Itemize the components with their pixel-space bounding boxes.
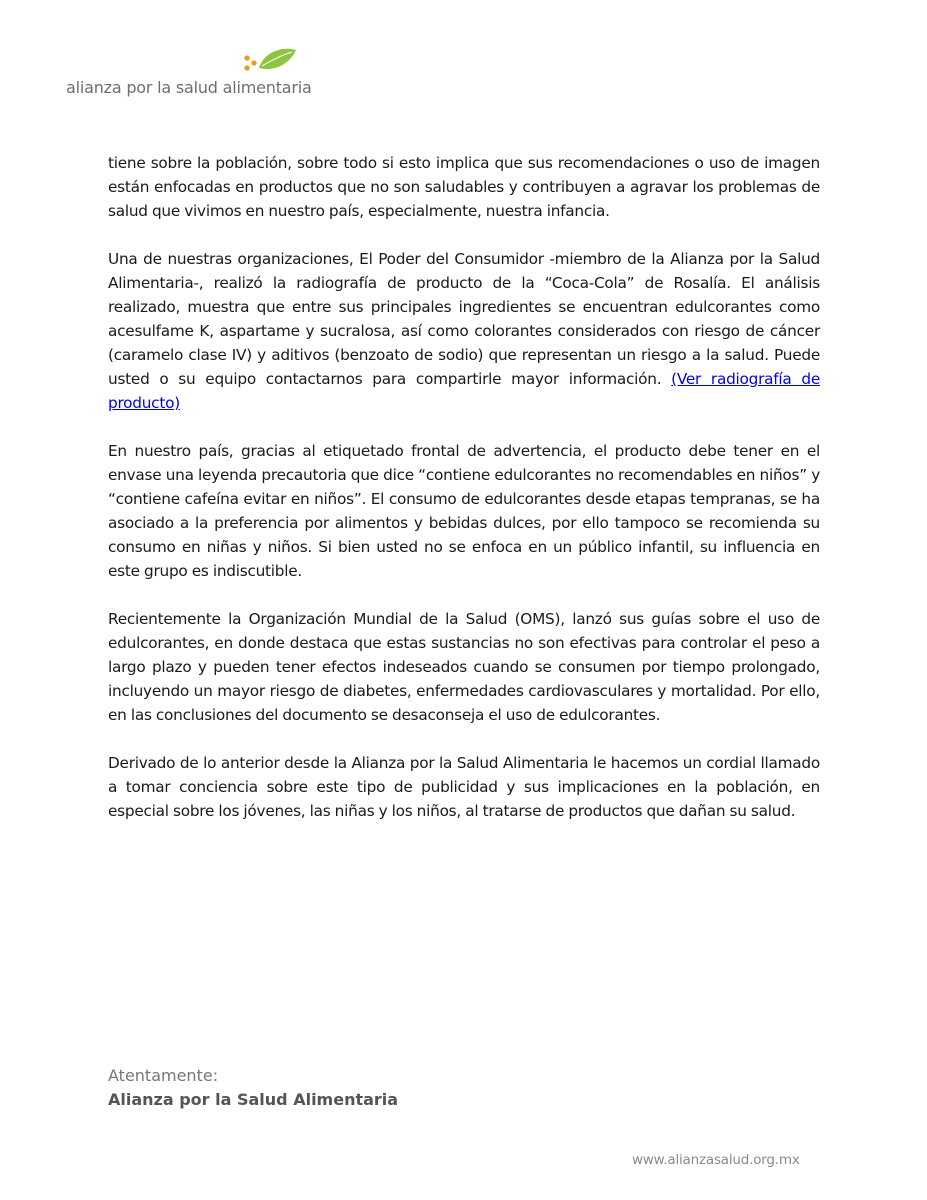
paragraph: Derivado de lo anterior desde la Alianza por la Salud Alimentaria le hacemos un cordial llamado a tomar conciencia sobre este tipo de publicidad y sus implicaciones en la población, en especial sobre los jóvenes, las niñas y los niños, al tratarse de productos que dañan su salud. bbox=[108, 754, 820, 820]
closing-salutation: Atentamente: bbox=[108, 1066, 219, 1085]
paragraph: Recientemente la Organización Mundial de la Salud (OMS), lanzó sus guías sobre el uso de edulcorantes, en donde destaca que estas sustancias no son efectivas para controlar el peso a largo plazo y pueden tener efectos indeseados cuando se consumen por tiempo prolongado, incluyendo un mayor riesgo de diabetes, enfermedades cardiovasculares y mortalidad. Por ello, en las conclusiones del documento se desaconseja el uso de edulcorantes. bbox=[108, 610, 820, 724]
paragraph: En nuestro país, gracias al etiquetado frontal de advertencia, el producto debe tener en el envase una leyenda precautoria que dice “contiene edulcorantes no recomendables en niños” y “contiene cafeína evitar en niños”. El consumo de edulcorantes desde etapas tempranas, se ha asociado a la preferencia por alimentos y bebidas dulces, por ello tampoco se recomienda su consumo en niñas y niños. Si bien usted no se enfoca en un público infantil, su influencia en este grupo es indiscutible. bbox=[108, 442, 820, 580]
paragraph: tiene sobre la población, sobre todo si esto implica que sus recomendaciones o uso de imagen están enfocadas en productos que no son saludables y contribuyen a agravar los problemas de salud que vivimos en nuestro país, especialmente, nuestra infancia. bbox=[108, 154, 820, 220]
logo-text: alianza por la salud alimentaria bbox=[66, 78, 312, 97]
header-logo bbox=[66, 44, 312, 104]
footer-website: www.alianzasalud.org.mx bbox=[632, 1152, 800, 1168]
closing-signature bbox=[108, 1064, 398, 1112]
product-radiography-link[interactable]: (Ver radiografía de producto) bbox=[108, 370, 820, 412]
signatory-org: Alianza por la Salud Alimentaria bbox=[108, 1090, 399, 1109]
letter-body bbox=[108, 151, 820, 847]
paragraph bbox=[108, 247, 820, 415]
paragraph-text: Una de nuestras organizaciones, El Poder del Consumidor -miembro de la Alianza por la Salud Alimentaria-, realizó la radiografía de producto de la “Coca-Cola” de Rosalía. El análisis realizado, muestra que entre sus principales ingredientes se encuentran edulcorantes como acesulfame K, aspartame y sucralosa, así como colorantes considerados con riesgo de cáncer (caramelo clase IV) y aditivos (benzoato de sodio) que representan un riesgo a la salud. Puede usted o su equipo contactarnos para compartirle mayor información. bbox=[108, 250, 820, 388]
